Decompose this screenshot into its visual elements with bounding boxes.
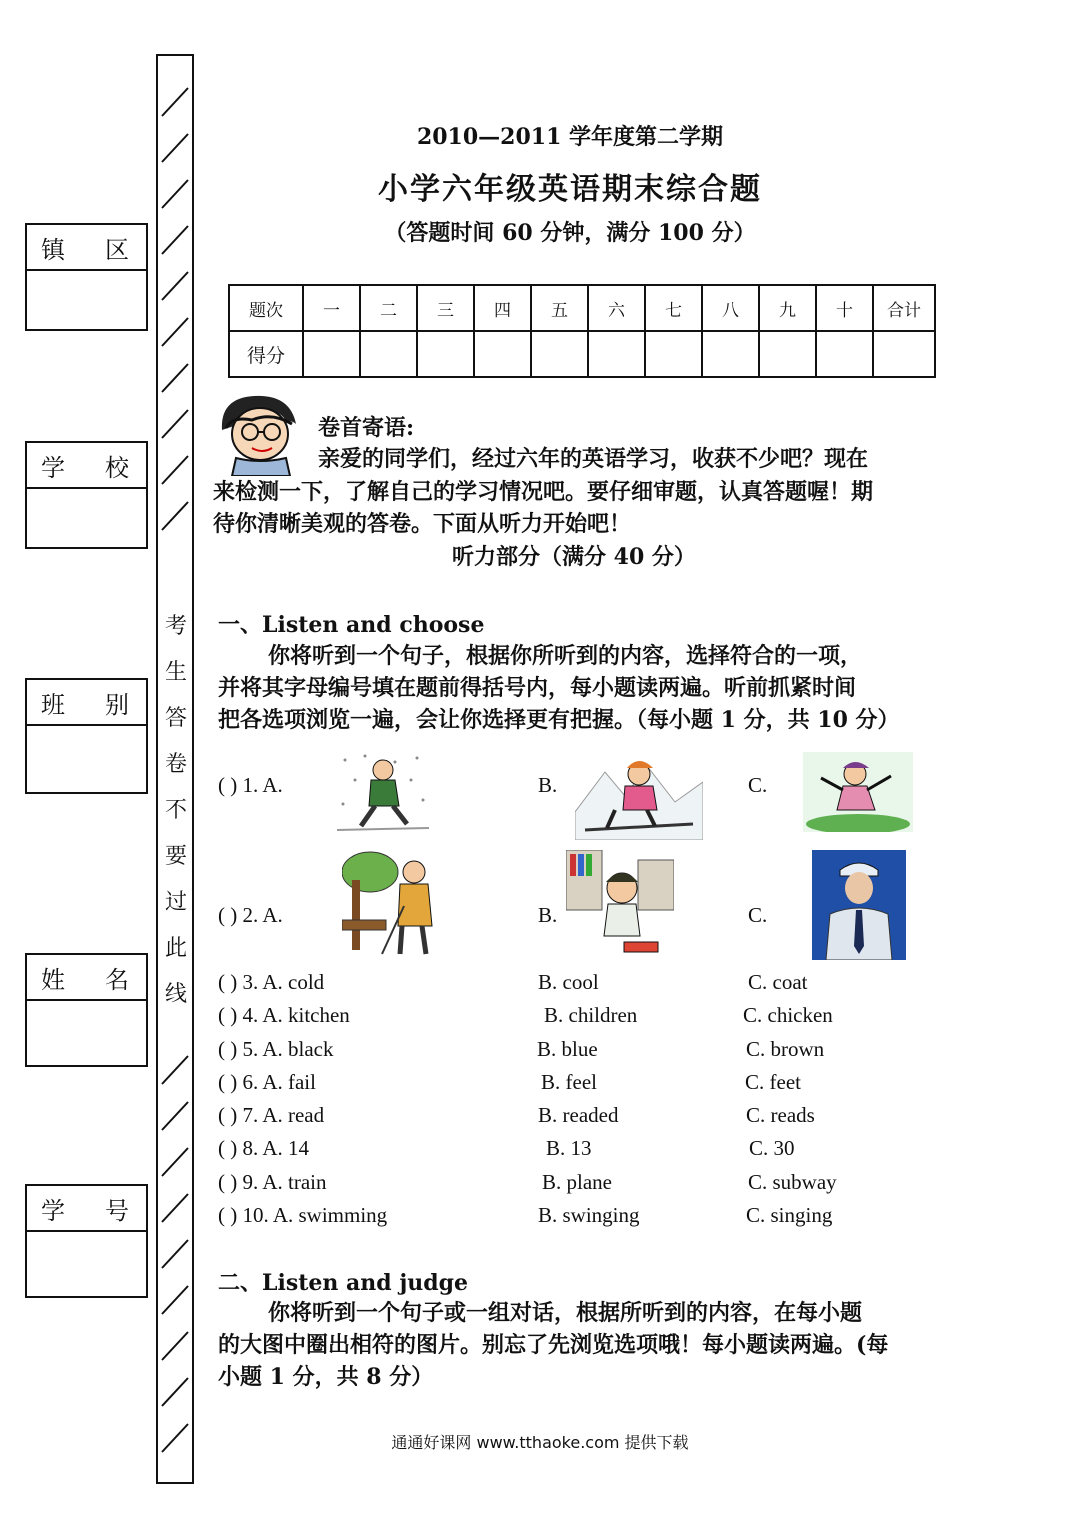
score-cell[interactable] (645, 331, 702, 377)
binding-char: 不 (164, 798, 187, 823)
exam-subtitle: （答题时间 60 分钟，满分 100 分） (384, 220, 756, 246)
question-3-option-b: B. cool (538, 970, 599, 994)
score-cell[interactable] (816, 331, 873, 377)
question-7-option-b: B. readed (538, 1103, 619, 1127)
boy-in-library-image (566, 850, 674, 958)
section1-instruction: 你将听到一个句子，根据你所听到的内容，选择符合的一项， (268, 643, 863, 669)
score-table (228, 284, 936, 378)
question-5-option-c: C. brown (746, 1037, 825, 1061)
table-cell: 合计 (873, 285, 935, 331)
question-10-option-c: C. singing (746, 1203, 833, 1227)
question-4-option-b: B. children (544, 1003, 638, 1027)
section2-instruction: 你将听到一个句子或一组对话，根据所听到的内容，在每小题 (268, 1300, 863, 1326)
question-9-option-c: C. subway (748, 1170, 837, 1194)
intro-line: 待你清晰美观的答卷。下面从听力开始吧！ (213, 511, 632, 537)
table-cell: 七 (645, 285, 702, 331)
slash-marks-top (162, 88, 188, 530)
question-10: ( ) 10. A. swimming (218, 1203, 388, 1227)
binding-char: 要 (164, 844, 187, 869)
question-8: ( ) 8. A. 14 (218, 1136, 309, 1160)
question-1-option-b: B. (538, 773, 558, 797)
field-label: 班 别 (27, 680, 146, 726)
section2-instruction: 的大图中圈出相符的图片。别忘了先浏览选项哦！每小题读两遍。(每 (218, 1332, 889, 1358)
field-class (25, 678, 148, 794)
slash-marks-bottom (162, 1056, 188, 1452)
question-5-option-b: B. blue (537, 1037, 598, 1061)
binding-char: 线 (164, 982, 187, 1007)
question-10-option-b: B. swinging (538, 1203, 640, 1227)
question-1-option-c: C. (748, 773, 768, 797)
intro-heading: 卷首寄语: (318, 415, 415, 441)
dancing-girl-image (803, 752, 913, 832)
question-2-option-c: C. (748, 903, 768, 927)
question-4-option-c: C. chicken (743, 1003, 833, 1027)
field-blank[interactable] (27, 489, 146, 547)
score-table-score-row (229, 331, 935, 377)
score-cell[interactable] (531, 331, 588, 377)
score-cell[interactable] (873, 331, 935, 377)
page-footer: 通通好课网 www.tthaoke.com 提供下载 (391, 1433, 689, 1452)
teacher-cartoon-image (212, 390, 304, 476)
intro-line: 来检测一下，了解自己的学习情况吧。要仔细审题，认真答题喔！期 (213, 479, 874, 505)
field-label: 姓 名 (27, 955, 146, 1001)
score-cell[interactable] (474, 331, 531, 377)
field-name (25, 953, 148, 1067)
table-cell: 九 (759, 285, 816, 331)
question-3-option-c: C. coat (748, 970, 808, 994)
table-cell: 二 (360, 285, 417, 331)
running-in-snow-image (335, 750, 431, 834)
table-cell: 一 (303, 285, 360, 331)
score-cell[interactable] (759, 331, 816, 377)
score-cell[interactable] (360, 331, 417, 377)
table-cell: 三 (417, 285, 474, 331)
table-cell: 十 (816, 285, 873, 331)
section2-title: 二、Listen and judge (218, 1270, 469, 1296)
table-cell: 八 (702, 285, 759, 331)
table-cell: 六 (588, 285, 645, 331)
question-9: ( ) 9. A. train (218, 1170, 327, 1194)
question-7-option-c: C. reads (746, 1103, 815, 1127)
field-school (25, 441, 148, 549)
question-9-option-b: B. plane (542, 1170, 612, 1194)
field-blank[interactable] (27, 1001, 146, 1065)
field-blank[interactable] (27, 726, 146, 792)
section1-instruction: 把各选项浏览一遍，会让你选择更有把握。（每小题 1 分，共 10 分） (218, 707, 900, 733)
section2-instruction: 小题 1 分，共 8 分） (218, 1364, 434, 1390)
exam-title: 小学六年级英语期末综合题 (378, 172, 762, 207)
score-table-header-row (229, 285, 935, 331)
field-label: 学 号 (27, 1186, 146, 1232)
question-6: ( ) 6. A. fail (218, 1070, 316, 1094)
field-label: 学 校 (27, 443, 146, 489)
field-blank[interactable] (27, 1232, 146, 1296)
question-4: ( ) 4. A. kitchen (218, 1003, 350, 1027)
table-cell: 得分 (229, 331, 303, 377)
question-7: ( ) 7. A. read (218, 1103, 325, 1127)
question-2-option-b: B. (538, 903, 558, 927)
binding-char: 考 (164, 614, 187, 639)
table-cell: 题次 (229, 285, 303, 331)
police-officer-image (812, 850, 906, 960)
score-cell[interactable] (303, 331, 360, 377)
intro-line: 亲爱的同学们，经过六年的英语学习，收获不少吧？现在 (318, 446, 869, 472)
term-title: 2010—2011 学年度第二学期 (416, 124, 724, 150)
question-8-option-b: B. 13 (546, 1136, 592, 1160)
section1-instruction: 并将其字母编号填在题前得括号内，每小题读两遍。听前抓紧时间 (218, 675, 857, 701)
binding-char: 答 (164, 706, 187, 731)
field-student-id (25, 1184, 148, 1298)
score-cell[interactable] (417, 331, 474, 377)
question-6-option-c: C. feet (745, 1070, 801, 1094)
binding-char: 生 (164, 660, 187, 685)
binding-char: 卷 (164, 752, 187, 777)
question-8-option-c: C. 30 (749, 1136, 795, 1160)
field-town (25, 223, 148, 331)
question-5: ( ) 5. A. black (218, 1037, 334, 1061)
score-cell[interactable] (702, 331, 759, 377)
sweeping-leaves-image (342, 850, 446, 962)
score-cell[interactable] (588, 331, 645, 377)
question-1-number: ( ) 1. A. (218, 773, 283, 797)
field-label: 镇 区 (27, 225, 146, 271)
question-2-number: ( ) 2. A. (218, 903, 283, 927)
question-6-option-b: B. feel (541, 1070, 597, 1094)
question-3: ( ) 3. A. cold (218, 970, 325, 994)
table-cell: 四 (474, 285, 531, 331)
section1-title: 一、Listen and choose (218, 612, 485, 638)
skiing-girl-image (575, 752, 703, 840)
listening-section-title: 听力部分（满分 40 分） (452, 544, 696, 570)
binding-char: 过 (164, 890, 187, 915)
binding-char: 此 (164, 936, 187, 961)
field-blank[interactable] (27, 271, 146, 329)
table-cell: 五 (531, 285, 588, 331)
